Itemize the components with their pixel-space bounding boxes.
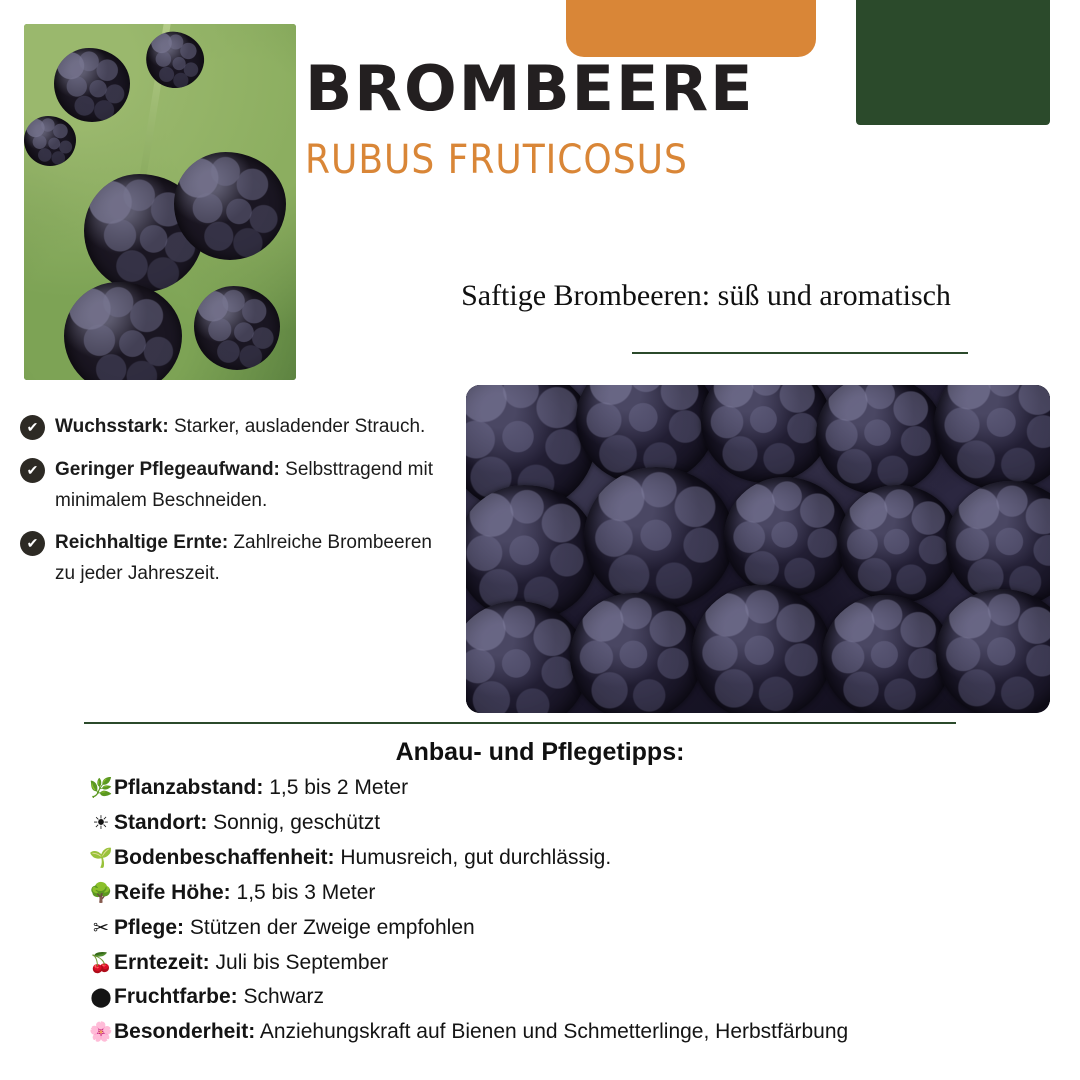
tips-divider bbox=[84, 722, 956, 724]
list-item bbox=[88, 807, 1008, 839]
feature-body: Selbsttragend mit minimalem Beschneiden. bbox=[55, 458, 434, 511]
feature-body: Starker, ausladender Strauch. bbox=[168, 416, 426, 437]
list-item bbox=[20, 412, 440, 443]
tip-value: Humusreich, gut durchlässig. bbox=[334, 845, 612, 869]
black-circle-icon: ⬤ bbox=[90, 986, 112, 1009]
feature-label: Reichhaltige Ernte: bbox=[55, 532, 229, 554]
cherries-icon: 🍒 bbox=[89, 951, 113, 974]
tip-value: Sonnig, geschützt bbox=[207, 810, 381, 834]
list-item bbox=[88, 877, 1008, 909]
berry-shape bbox=[584, 467, 734, 609]
green-decor-shape bbox=[856, 0, 1050, 125]
feature-label: Wuchsstark: bbox=[55, 416, 169, 437]
blackberry-closeup-photo bbox=[466, 385, 1050, 713]
list-item bbox=[20, 455, 440, 517]
sun-icon: ☀ bbox=[92, 811, 110, 834]
berry-shape bbox=[174, 152, 286, 260]
tip-value: Juli bis September bbox=[209, 950, 389, 974]
feature-body: Zahlreiche Brombeeren zu jeder Jahreszeit. bbox=[55, 532, 432, 585]
tip-value: Stützen der Zweige empfohlen bbox=[184, 915, 475, 939]
list-item bbox=[88, 947, 1008, 979]
tip-label: Pflanzabstand: bbox=[114, 776, 264, 799]
tip-value: 1,5 bis 2 Meter bbox=[263, 776, 409, 799]
berry-shape bbox=[822, 595, 952, 713]
tip-value: Schwarz bbox=[237, 985, 325, 1009]
berry-shape bbox=[54, 48, 130, 122]
tip-label: Erntezeit: bbox=[114, 950, 210, 974]
tip-label: Pflege: bbox=[114, 915, 185, 939]
page-subtitle: RUBUS FRUTICOSUS bbox=[305, 137, 688, 183]
list-item bbox=[88, 981, 1008, 1013]
herb-icon: 🌿 bbox=[89, 777, 113, 799]
tip-label: Standort: bbox=[114, 810, 208, 834]
scissors-icon: ✂ bbox=[93, 916, 109, 939]
list-item bbox=[88, 912, 1008, 944]
list-item bbox=[88, 772, 1008, 804]
berry-shape bbox=[724, 477, 850, 597]
feature-label: Geringer Pflegeaufwand: bbox=[55, 458, 280, 480]
tip-label: Fruchtfarbe: bbox=[114, 985, 238, 1009]
blossom-icon: 🌸 bbox=[89, 1021, 113, 1044]
berry-shape bbox=[838, 485, 960, 603]
list-item bbox=[88, 842, 1008, 874]
tip-label: Reife Höhe: bbox=[114, 880, 231, 904]
tip-label: Bodenbeschaffenheit: bbox=[114, 845, 335, 869]
hero-blackberry-photo bbox=[24, 24, 296, 380]
list-item bbox=[20, 528, 440, 590]
check-circle-icon: ✔ bbox=[20, 531, 45, 556]
tips-title: Anbau- und Pflegetipps: bbox=[395, 738, 685, 766]
page-title: BROMBEERE bbox=[305, 52, 755, 125]
tip-value: Anziehungskraft auf Bienen und Schmetterlinge, Herbstfärbung bbox=[255, 1020, 849, 1044]
tagline-divider bbox=[632, 352, 968, 354]
check-circle-icon: ✔ bbox=[20, 458, 45, 483]
check-circle-icon: ✔ bbox=[20, 415, 45, 440]
berry-shape bbox=[24, 116, 76, 166]
feature-text bbox=[55, 528, 440, 590]
tip-value: 1,5 bis 3 Meter bbox=[230, 880, 376, 904]
tips-list bbox=[88, 772, 1008, 1051]
tip-label: Besonderheit: bbox=[114, 1020, 256, 1044]
feature-text bbox=[55, 455, 440, 517]
seedling-icon: 🌱 bbox=[89, 846, 113, 869]
tagline-text: Saftige Brombeeren: süß und aromatisch bbox=[461, 279, 951, 312]
feature-text bbox=[55, 412, 425, 443]
orange-decor-shape bbox=[566, 0, 816, 57]
feature-list bbox=[20, 412, 440, 602]
tree-icon: 🌳 bbox=[89, 881, 113, 904]
list-item bbox=[88, 1016, 1008, 1048]
berry-shape bbox=[194, 286, 280, 370]
